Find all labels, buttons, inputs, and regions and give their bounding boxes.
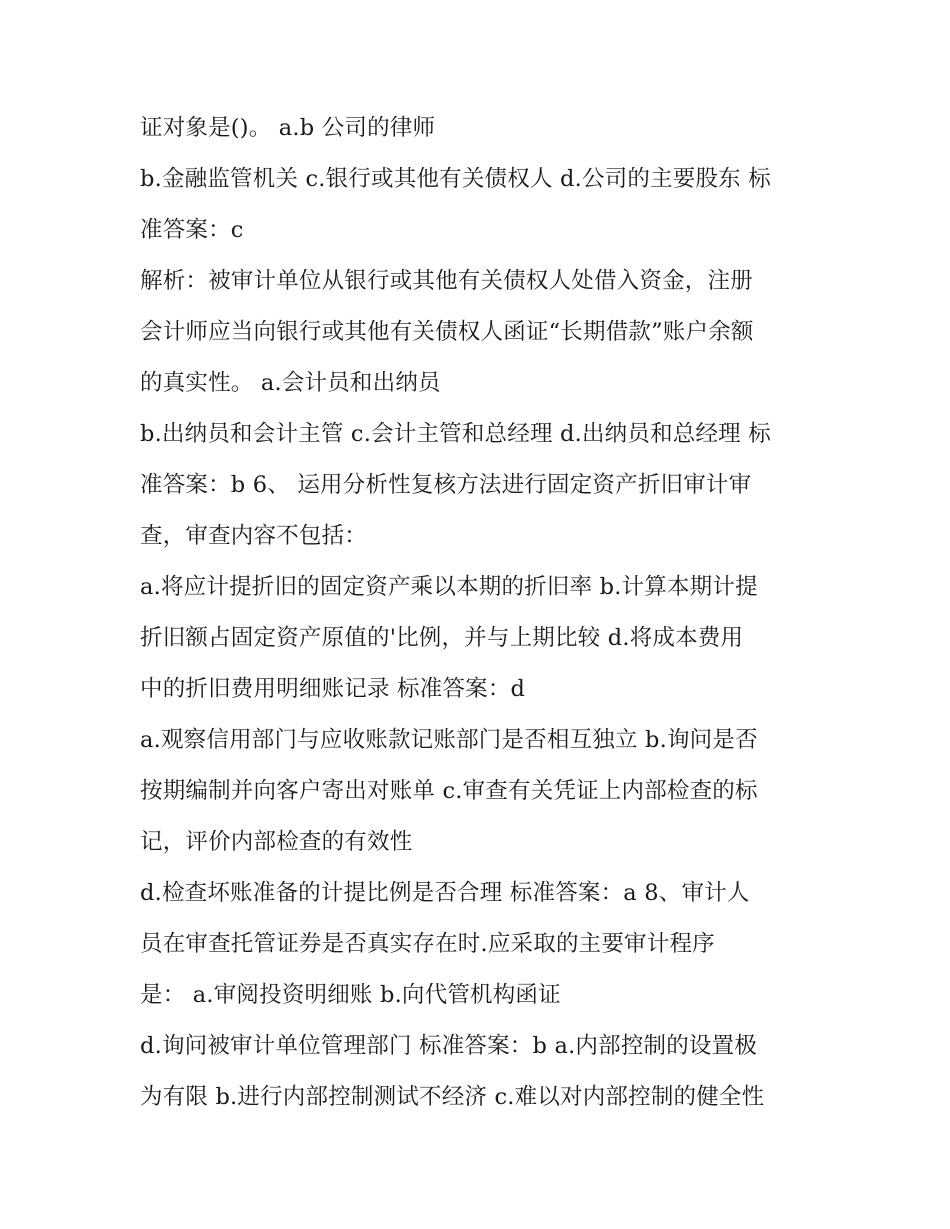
text-line: a.观察信用部门与应收账款记账部门是否相互独立 b.询问是否 (140, 727, 758, 753)
document-body (140, 103, 830, 1123)
text-line: 记，评价内部检查的有效性 (140, 829, 413, 855)
text-line: 是： a.审阅投资明细账 b.向代管机构函证 (140, 982, 561, 1008)
text-line: 的真实性。 a.会计员和出纳员 (140, 370, 441, 396)
text-line: b.金融监管机关 c.银行或其他有关债权人 d.公司的主要股东 标 (140, 166, 771, 192)
text-line: a.将应计提折旧的固定资产乘以本期的折旧率 b.计算本期计提 (140, 574, 758, 600)
text-line: 查，审查内容不包括： (140, 523, 368, 549)
text-line: 员在审查托管证券是否真实存在时.应采取的主要审计程序 (140, 931, 715, 957)
text-line: 准答案：b 6、 运用分析性复核方法进行固定资产折旧审计审 (140, 472, 752, 498)
text-line: d.询问被审计单位管理部门 标准答案：b a.内部控制的设置极 (140, 1033, 758, 1059)
text-line: 中的折旧费用明细账记录 标准答案：d (140, 676, 526, 702)
text-line: d.检查坏账准备的计提比例是否合理 标准答案：a 8、审计人 (140, 880, 750, 906)
text-line: 解析：被审计单位从银行或其他有关债权人处借入资金，注册 (140, 268, 753, 294)
text-line: 证对象是()。 a.b 公司的律师 (140, 115, 436, 141)
text-line: 按期编制并向客户寄出对账单 c.审查有关凭证上内部检查的标 (140, 778, 758, 804)
text-line: b.出纳员和会计主管 c.会计主管和总经理 d.出纳员和总经理 标 (140, 421, 771, 447)
text-line: 会计师应当向银行或其他有关债权人函证“长期借款”账户余额 (140, 319, 754, 345)
text-line: 为有限 b.进行内部控制测试不经济 c.难以对内部控制的健全性 (140, 1084, 765, 1110)
text-line: 折旧额占固定资产原值的'比例，并与上期比较 d.将成本费用 (140, 625, 744, 651)
text-line: 准答案：c (140, 217, 244, 243)
